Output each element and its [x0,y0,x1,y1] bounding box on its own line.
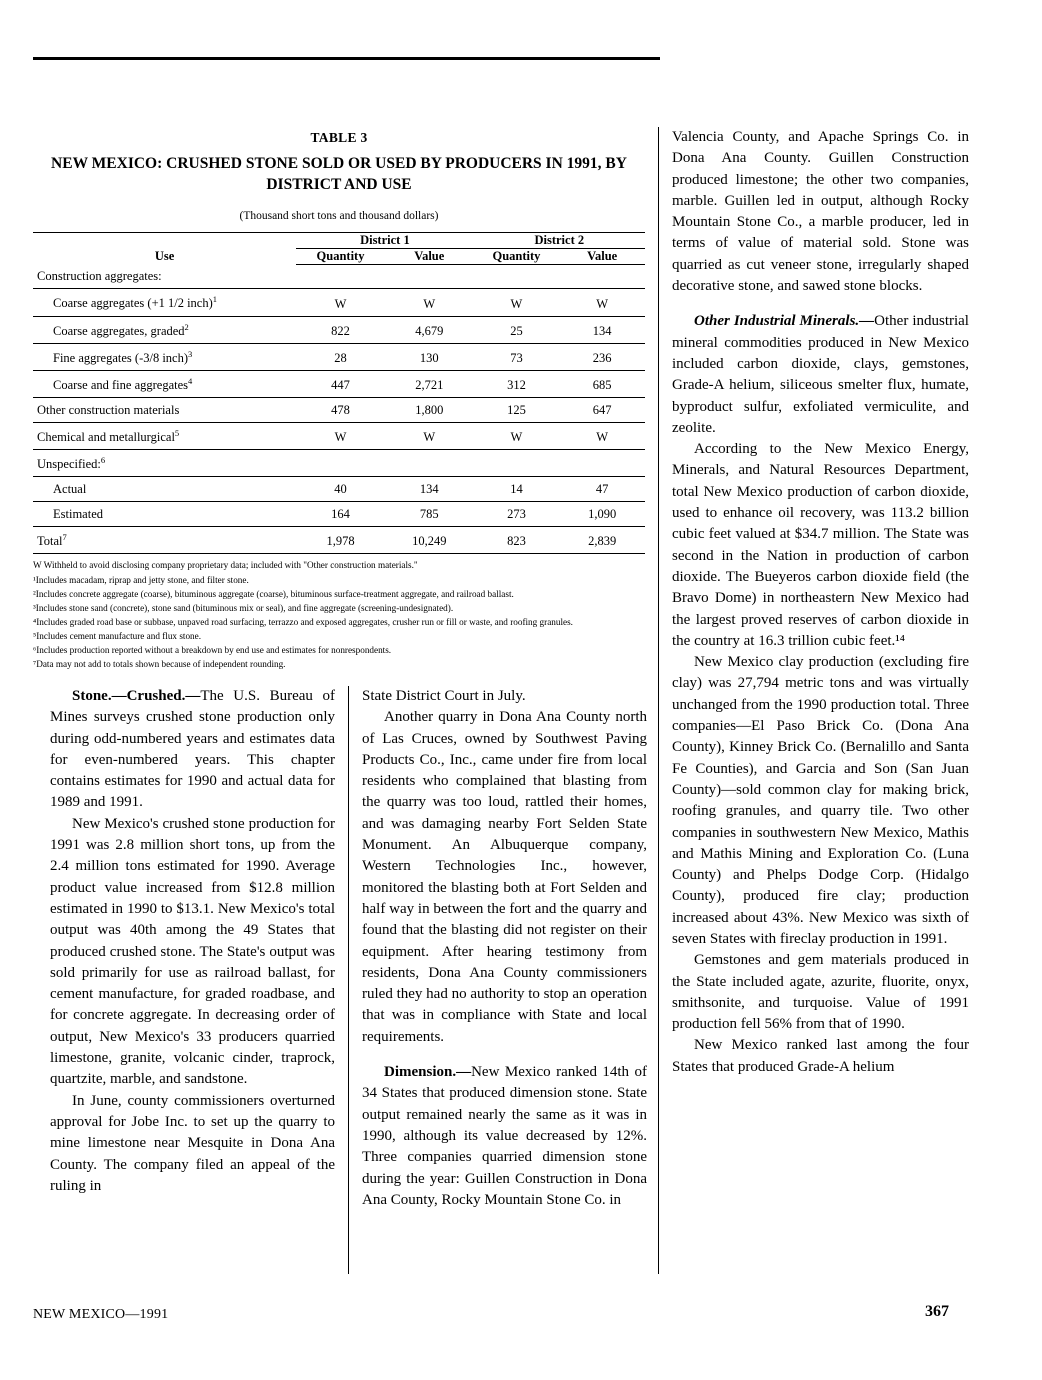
table-cell-d1v: 2,721 [385,370,474,397]
table-row [33,370,645,397]
paragraph-stone-crushed [50,686,335,814]
table-cell-use: Coarse and fine aggregates$^4$ [33,370,296,397]
header-d1-quantity: Quantity [296,248,385,264]
table-cell-d2q [474,450,560,477]
table-3-block [33,130,645,672]
table-row [33,450,645,477]
paragraph-jobe-inc: In June, county commissioners overturned approval for Jobe Inc. to set up the quarry to mine limestone near Mesquite in Dona Ana County. The company filed an appeal of the ruling in [50,1092,335,1194]
table-cell-d2q: 14 [474,477,560,502]
table-cell-use: Estimated [33,502,296,527]
table-row [33,477,645,502]
table-cell-d1q: 822 [296,316,385,343]
paragraph-production-1991: New Mexico's crushed stone production for 1991 was 2.8 million short tons, up from the 2.4 million tons estimated for 1990. Average product value increased from $12.8 million estimated in 1990 to $13.1. New Mexico's total output was 40th among the 49 States that produced crushed stone. The State's output was sold primarily for use as railroad ballast, for cement manufacture, for graded roadbase, and for concrete aggregate. In decreasing order of output, New Mexico's 33 producers quarried limestone, granite, volcanic cinder, traprock, quartzite, marble, and sandstone. [50,815,335,1088]
table-cell-d2v: 236 [559,343,645,370]
table-cell-d1v: 4,679 [385,316,474,343]
page-number: 367 [925,1303,949,1320]
table-cell-d1v [385,450,474,477]
table-footnotes [33,559,645,671]
paragraph-court-continuation: State District Court in July. [362,688,526,704]
table-row [33,527,645,554]
table-cell-use: Coarse aggregates (+1 1/2 inch)$^1$ [33,289,296,316]
run-head-stone-crushed: Stone.—Crushed.— [72,688,201,704]
header-district-1: District 1 [296,232,473,248]
column-divider-1 [348,686,349,1274]
footnote-line: ²Includes concrete aggregate (coarse), bituminous aggregate (coarse), bituminous surface-treatment aggregate, and railroad ballast. [33,588,514,599]
table-cell-use: Construction aggregates: [33,264,296,289]
table-cell-d1v: W [385,422,474,449]
table-cell-d2v [559,450,645,477]
table-cell-d1q [296,264,385,289]
table-cell-d2q: 273 [474,502,560,527]
table-cell-d1v: 785 [385,502,474,527]
footer-running-head: NEW MEXICO—1991 [33,1307,169,1322]
footnote-line: W Withheld to avoid disclosing company proprietary data; included with "Other construction materials." [33,560,418,571]
table-cell-d1q: 447 [296,370,385,397]
table-cell-d2q: 25 [474,316,560,343]
table-row [33,316,645,343]
table-cell-d1v: 134 [385,477,474,502]
table-cell-d1q: 478 [296,397,385,422]
table-label: TABLE 3 [310,130,368,145]
footnote-line: ⁵Includes cement manufacture and flux stone. [33,630,202,641]
table-row [33,422,645,449]
table-cell-d2v: 685 [559,370,645,397]
table-cell-d2v: W [559,289,645,316]
footnote-marker: 3 [188,348,193,359]
paragraph-southwest-paving: Another quarry in Dona Ana County north of Las Cruces, owned by Southwest Paving Products Co., Inc., came under fire from local residents who complained that blasting from the quarry was too loud, rattled their homes, and was damaging nearby Fort Selden State Monument. An Albuquerque company, Western Technologies Inc., however, monitored the blasting both at Fort Selden and half way in between the fort and the quarry and found that the blasting did not register on their equipment. After hearing testimony from residents, Dona Ana County commissioners ruled they had no authority to stop an operation that was in compliance with State and local requirements. [362,709,647,1045]
table-row [33,397,645,422]
paragraph-helium: New Mexico ranked last among the four States that produced Grade-A helium [672,1037,969,1075]
table-cell-use: Fine aggregates (-3/8 inch)$^3$ [33,343,296,370]
footnote-marker: 5 [174,427,180,438]
header-d1-value: Value [385,248,474,264]
table-cell-use: Coarse aggregates, graded$^2$ [33,316,296,343]
footnote-marker: 4 [188,375,193,386]
text-column-2 [362,686,647,1211]
table-cell-d1v: 10,249 [385,527,474,554]
table-row [33,502,645,527]
text-column-1 [50,686,335,1197]
table-cell-d2q: 312 [474,370,560,397]
table-cell-d2v: 647 [559,397,645,422]
table-row [33,343,645,370]
table-cell-d2q: 125 [474,397,560,422]
table-cell-d2q: 73 [474,343,560,370]
footnote-marker: 6 [100,455,106,466]
text-column-3 [672,127,969,1078]
run-head-other-industrial-minerals: Other Industrial Minerals.— [694,313,875,330]
table-cell-d1v [385,264,474,289]
table-cell-use: Chemical and metallurgical$^5$ [33,422,296,449]
table-cell-use: Other construction materials [33,397,296,422]
table-cell-d2q: W [474,289,560,316]
table-cell-d1q: 164 [296,502,385,527]
table-cell-d1q: 1,978 [296,527,385,554]
table-row [33,289,645,316]
footnote-line: ⁴Includes graded road base or subbase, unpaved road surfacing, terrazzo and exposed aggregates, crusher run or fill or waste, and roofing granules. [33,616,573,627]
paragraph-gemstones: Gemstones and gem materials produced in the State included agate, azurite, fluorite, onyx, smithsonite, and turquoise. Value of 1991 production fell 56% from that of 1990. [672,952,969,1033]
table-cell-d2v: W [559,422,645,449]
paragraph-clay-production: New Mexico clay production (excluding fire clay) was 27,794 metric tons and was virtually unchanged from the 1990 production total. Three companies—El Paso Brick Co. (Dona Ana County), Kinney Brick Co. (Bernalillo and Santa Fe Counties), and Garcia and Son (San Juan County)—sold common clay for making brick, roofing granules, and quarry tile. Two other companies in southwestern New Mexico, Mathis and Mathis Mining and Exploration Co. (Luna County) and Phelps Dodge Corp. (Hidalgo County), produced fire clay; production increased about 43%. New Mexico was sixth of seven States with fireclay production in 1991. [672,654,969,947]
table-cell-d1v: 1,800 [385,397,474,422]
table-cell-d2q: 823 [474,527,560,554]
table-cell-d1q: W [296,422,385,449]
header-use: Use [33,232,296,264]
table-cell-d1q [296,450,385,477]
table-title: NEW MEXICO: CRUSHED STONE SOLD OR USED BY PRODUCERS IN 1991, BY DISTRICT AND USE [51,155,627,193]
header-d2-value: Value [559,248,645,264]
paragraph-carbon-dioxide: According to the New Mexico Energy, Minerals, and Natural Resources Department, total New Mexico production of carbon dioxide, used to enhance oil recovery, was 113.2 billion cubic feet valued at $34.7 million. The State was second in the Nation in production of carbon dioxide. The Bueyeros carbon dioxide field (the Bravo Dome) in northeastern New Mexico had the largest proved reserves of carbon dioxide in the country at 16.3 trillion cubic feet.¹⁴ [672,441,969,649]
header-rule [33,57,660,60]
table-cell-use: Unspecified:$^6$ [33,450,296,477]
table-cell-d2v: 2,839 [559,527,645,554]
table-units-note: (Thousand short tons and thousand dollars) [239,209,439,222]
table-cell-d1q: 28 [296,343,385,370]
crushed-stone-table [33,232,645,555]
table-cell-use: Total$^7$ [33,527,296,554]
footnote-marker: 2 [184,321,189,332]
footnote-marker: 1 [212,294,218,305]
paragraph-other-industrial-minerals-text: Other industrial mineral commodities produced in New Mexico included carbon dioxide, clays, gemstones, Grade-A helium, siliceous smelter flux, humate, byproduct sulfur, exfoliated vermiculite, and zeolite. [672,313,969,436]
table-row [33,264,645,289]
table-cell-d1q: 40 [296,477,385,502]
table-cell-d1v: W [385,289,474,316]
table-cell-d2q: W [474,422,560,449]
table-cell-d2v: 47 [559,477,645,502]
footnote-line: ³Includes stone sand (concrete), stone sand (bituminous mix or seal), and fine aggregate (screening-undesignated). [33,602,454,613]
table-cell-d2q [474,264,560,289]
table-cell-d1q: W [296,289,385,316]
column-divider-2 [658,127,659,1274]
footnote-line: ⁷Data may not add to totals shown because of independent rounding. [33,658,286,669]
run-head-dimension: Dimension.— [384,1064,472,1081]
table-cell-d2v: 134 [559,316,645,343]
table-cell-d2v [559,264,645,289]
paragraph-dimension-text: New Mexico ranked 14th of 34 States that produced dimension stone. State output remained nearly the same as it was in 1990, although its value decreased by 12%. Three companies quarried dimension stone during the year: Guillen Construction in Dona Ana County, Rocky Mountain Stone Co. in [362,1064,647,1208]
header-district-2: District 2 [474,232,645,248]
table-body [33,264,645,554]
table-cell-d1v: 130 [385,343,474,370]
footnote-line: ¹Includes macadam, riprap and jetty stone, and filter stone. [33,574,249,585]
paragraph-stone-crushed-text: The U.S. Bureau of Mines surveys crushed stone production only during odd-numbered years and estimates data for even-numbered years. This chapter contains estimates for 1990 and actual data for 1989 and 1991. [50,688,335,811]
header-d2-quantity: Quantity [474,248,560,264]
paragraph-other-industrial-minerals [672,311,969,439]
table-cell-use: Actual [33,477,296,502]
table-cell-d2v: 1,090 [559,502,645,527]
footnote-line: ⁶Includes production reported without a breakdown by end use and estimates for nonrespondents. [33,644,392,655]
paragraph-dimension [362,1062,647,1211]
footnote-marker: 7 [62,532,67,543]
paragraph-valencia-continuation: Valencia County, and Apache Springs Co. in Dona Ana County. Guillen Construction produced limestone; the other two companies, marble. Guillen led in output, although Rocky Mountain Stone Co., a marble producer, led in terms of value of material sold. Stone was quarried as cut veneer stone, irregularly shaped decorative stone, and sawed stone blocks. [672,129,969,295]
